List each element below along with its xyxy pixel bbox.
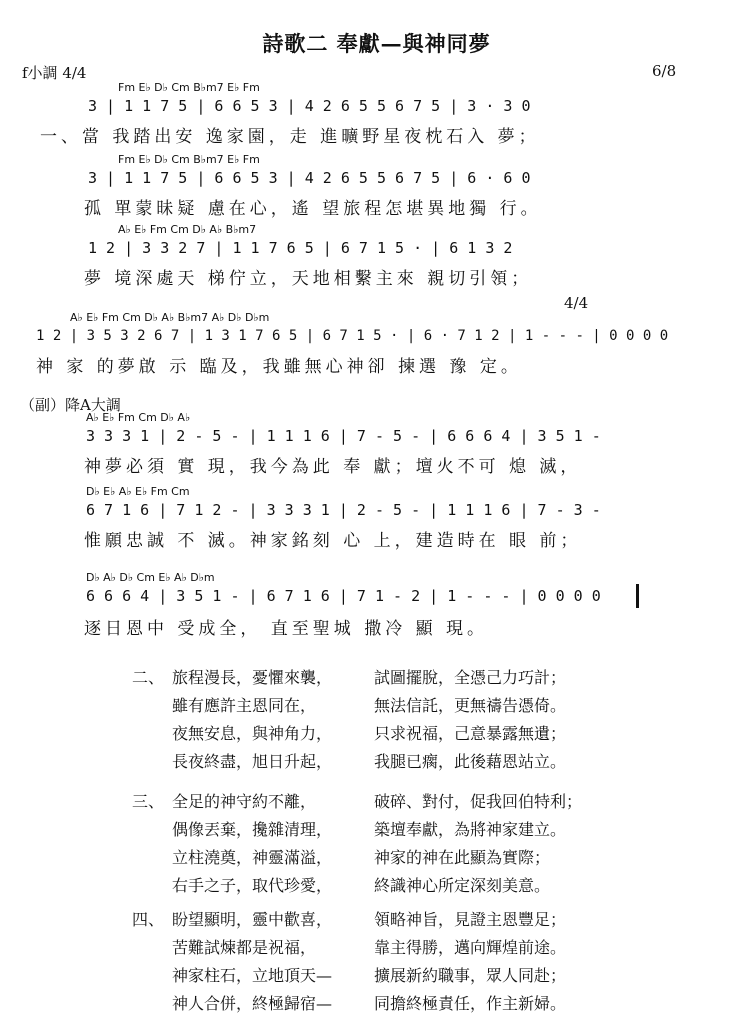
- verse-line: 我腿已瘸，此後藉恩站立。: [374, 752, 567, 771]
- verse-line: 偶像丟棄，攙雜清理，: [172, 820, 333, 839]
- verse-line: 全足的神守約不離，: [172, 792, 317, 811]
- meter-change-4-4: 4/4: [564, 294, 589, 312]
- verse-line: 雖有應許主恩同在，: [172, 696, 317, 715]
- system-7-lyrics: 逐日恩中 受成全， 直至聖城 撒冷 顯 現。: [84, 619, 489, 639]
- verse-line: 終識神心所定深刻美意。: [374, 876, 551, 895]
- meter-change-6-8: 6/8: [652, 62, 677, 80]
- verse-line: 右手之子，取代珍愛，: [172, 876, 333, 895]
- verse-line: 破碎、對付，促我回伯特利；: [374, 792, 583, 811]
- verse-line: 同擔終極責任，作主新婦。: [374, 994, 567, 1013]
- verse-line: 無法信託，更無禱告憑倚。: [374, 696, 567, 715]
- verse-line: 立柱澆奠，神靈滿溢，: [172, 848, 333, 867]
- verse-number: 四、: [132, 910, 165, 929]
- system-1-chords: Fm E♭ D♭ Cm B♭m7 E♭ Fm: [118, 81, 260, 94]
- system-3-lyrics: 夢 境深處天 梯佇立，天地相繫主來 親切引領；: [84, 269, 533, 289]
- system-1-notes: 3 | 1 1 7 5 | 6 6 5 3 | 4 2 6 5 5 6 7 5 | 3 · 3 0: [88, 97, 531, 115]
- system-4-lyrics: 神 家 的夢啟 示 臨及，我雖無心神卻 揀選 豫 定。: [36, 357, 522, 377]
- verse-line: 擴展新約職事，眾人同赴；: [374, 966, 567, 985]
- verse-line: 旅程漫長，憂懼來襲，: [172, 668, 333, 687]
- system-3-chords: A♭ E♭ Fm Cm D♭ A♭ B♭m7: [118, 223, 257, 236]
- system-1-lyrics: 一、當 我踏出安 逸家園，走 進曠野星夜枕石入 夢；: [40, 127, 540, 147]
- system-4-notes: 1 2 | 3 5 3 2 6 7 | 1 3 1 7 6 5 | 6 7 1 5 · | 6 · 7 1 2 | 1 - - - | 0 0 0 0: [36, 328, 669, 344]
- system-4-chords: A♭ E♭ Fm Cm D♭ A♭ B♭m7 A♭ D♭ D♭m: [70, 311, 270, 324]
- system-6-notes: 6 7 1 6 | 7 1 2 - | 3 3 3 1 | 2 - 5 - | 1 1 1 6 | 7 - 3 -: [86, 501, 601, 519]
- system-7-notes: 6 6 6 4 | 3 5 1 - | 6 7 1 6 | 7 1 - 2 | 1 - - - | 0 0 0 0: [86, 587, 601, 605]
- system-3-notes: 1 2 | 3 3 2 7 | 1 1 7 6 5 | 6 7 1 5 · | 6 1 3 2: [88, 239, 513, 257]
- verse-line: 築壇奉獻，為將神家建立。: [374, 820, 567, 839]
- system-6-lyrics: 惟願忠誠 不 滅。神家銘刻 心 上，建造時在 眼 前；: [84, 531, 582, 551]
- verse-number: 二、: [132, 668, 165, 687]
- verse-line: 長夜終盡，旭日升起，: [172, 752, 333, 771]
- chorus-label: （副）降A大調: [20, 396, 121, 414]
- verse-line: 領略神旨，見證主恩豐足；: [374, 910, 567, 929]
- hymn-title: 詩歌二 奉獻—與神同夢: [262, 31, 491, 56]
- system-7-chords: D♭ A♭ D♭ Cm E♭ A♭ D♭m: [86, 571, 215, 584]
- final-barline: [636, 584, 639, 608]
- verse-line: 神家柱石，立地頂天—: [172, 966, 333, 985]
- verse-line: 試圖擺脫，全憑己力巧計；: [374, 668, 567, 687]
- system-2-chords: Fm E♭ D♭ Cm B♭m7 E♭ Fm: [118, 153, 260, 166]
- verse-line: 只求祝福，己意暴露無遺；: [374, 724, 567, 743]
- system-5-chords: A♭ E♭ Fm Cm D♭ A♭: [86, 411, 191, 424]
- verse-line: 苦難試煉都是祝福，: [172, 938, 317, 957]
- system-5-notes: 3 3 3 1 | 2 - 5 - | 1 1 1 6 | 7 - 5 - | 6 6 6 4 | 3 5 1 -: [86, 427, 601, 445]
- system-5-lyrics: 神夢必須 實 現，我今為此 奉 獻；壇火不可 熄 滅，: [84, 457, 582, 477]
- verse-line: 神人合併，終極歸宿—: [172, 994, 333, 1013]
- system-6-chords: D♭ E♭ A♭ E♭ Fm Cm: [86, 485, 190, 498]
- verse-line: 夜無安息，與神角力，: [172, 724, 333, 743]
- verse-line: 靠主得勝，邁向輝煌前途。: [374, 938, 567, 957]
- verse-line: 神家的神在此顯為實際；: [374, 848, 551, 867]
- verse-number: 三、: [132, 792, 165, 811]
- key-signature: f小調 4/4: [22, 64, 87, 82]
- system-2-lyrics: 孤 單蒙昧疑 慮在心，遙 望旅程怎堪異地獨 行。: [84, 199, 542, 219]
- verse-line: 盼望顯明，靈中歡喜，: [172, 910, 333, 929]
- system-2-notes: 3 | 1 1 7 5 | 6 6 5 3 | 4 2 6 5 5 6 7 5 | 6 · 6 0: [88, 169, 531, 187]
